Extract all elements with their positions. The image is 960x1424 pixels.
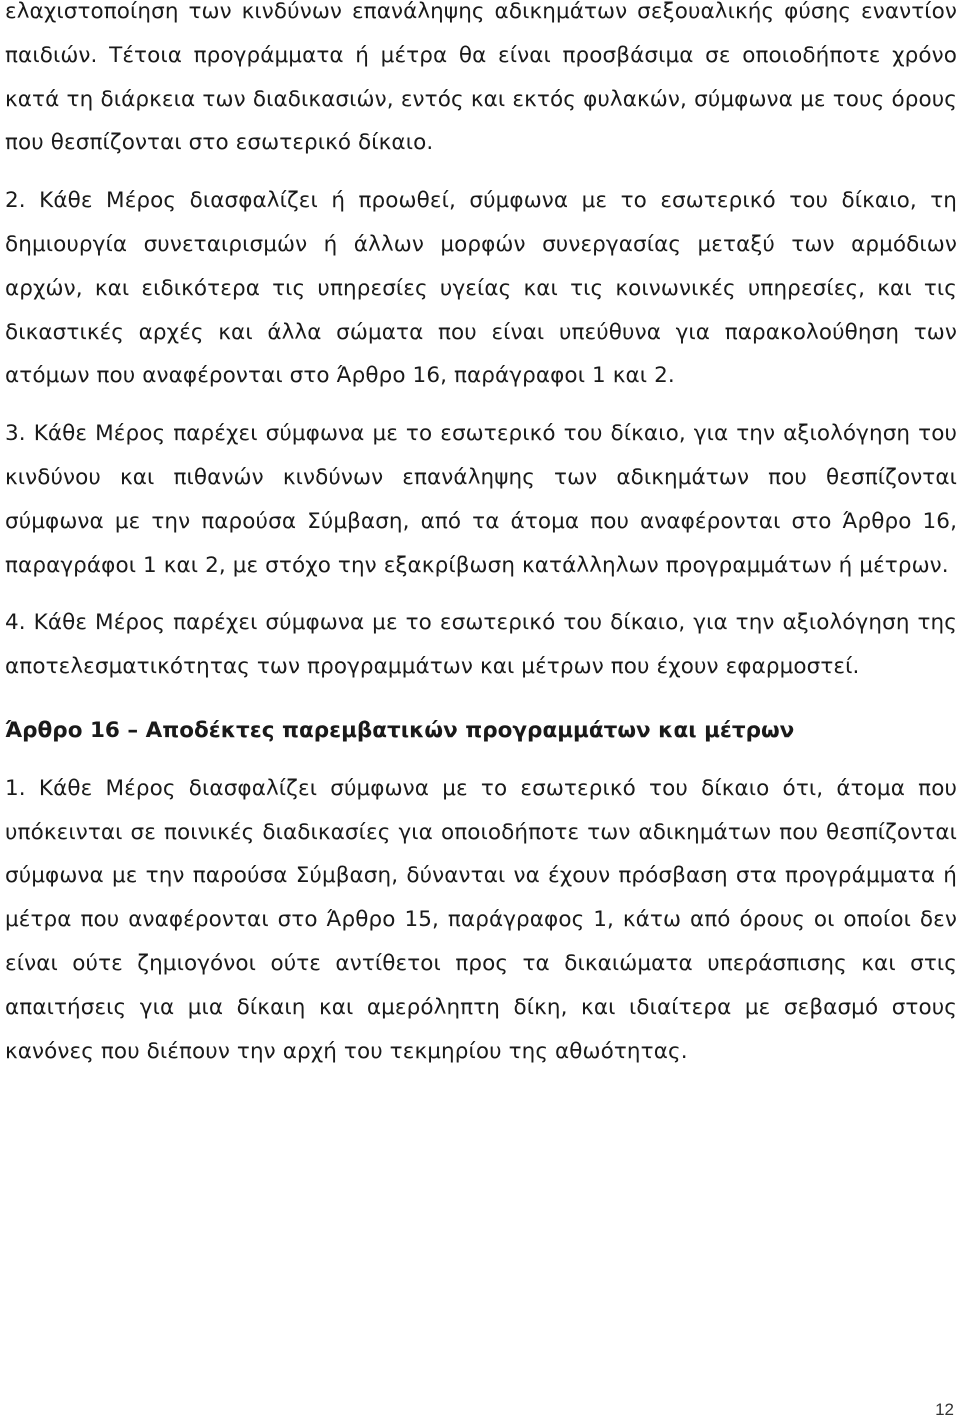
paragraph-continuation: ελαχιστοποίηση των κινδύνων επανάληψης αδικημάτων σεξουαλικής φύσης εναντίον παιδιών. Τέτοια προγράμματα ή μέτρα θα είναι προσβάσιμα σε οποιοδήποτε χρόνο κατά τη διάρκεια των διαδικασιών, εντός και εκτός φυλακών, σύμφωνα με τους όρους που θεσπίζονται στο εσωτερικό δίκαιο. [5, 0, 957, 156]
page-number: 12 [935, 1400, 954, 1419]
paragraph-4: 4. Κάθε Μέρος παρέχει σύμφωνα με το εσωτερικό του δίκαιο, για την αξιολόγηση της αποτελεσματικότητας των προγραμμάτων και μέτρων που έχουν εφαρμοστεί. [5, 610, 957, 680]
article-heading: Άρθρο 16 – Αποδέκτες παρεμβατικών προγραμμάτων και μέτρων [5, 717, 795, 743]
document-page [5, 0, 957, 1073]
paragraph-3: 3. Κάθε Μέρος παρέχει σύμφωνα με το εσωτερικό του δίκαιο, για την αξιολόγηση του κινδύνου και πιθανών κινδύνων επανάληψης των αδικημάτων που θεσπίζονται σύμφωνα με την παρούσα Σύμβαση, από τα άτομα που αναφέρονται στο Άρθρο 16, παραγράφοι 1 και 2, με στόχο την εξακρίβωση κατάλληλων προγραμμάτων ή μέτρων. [5, 421, 957, 578]
paragraph-2: 2. Κάθε Μέρος διασφαλίζει ή προωθεί, σύμφωνα με το εσωτερικό του δίκαιο, τη δημιουργία συνεταιρισμών ή άλλων μορφών συνεργασίας μεταξύ των αρμόδιων αρχών, και ειδικότερα τις υπηρεσίες υγείας και τις κοινωνικές υπηρεσίες, και τις δικαστικές αρχές και άλλα σώματα που είναι υπεύθυνα για παρακολούθηση των ατόμων που αναφέρονται στο Άρθρο 16, παράγραφοι 1 και 2. [5, 188, 957, 389]
article-16-paragraph-1: 1. Κάθε Μέρος διασφαλίζει σύμφωνα με το εσωτερικό του δίκαιο ότι, άτομα που υπόκεινται σε ποινικές διαδικασίες για οποιοδήποτε των αδικημάτων που θεσπίζονται σύμφωνα με την παρούσα Σύμβαση, δύνανται να έχουν πρόσβαση στα προγράμματα ή μέτρα που αναφέρονται στο Άρθρο 15, παράγραφος 1, κάτω από όρους οι οποίοι δεν είναι ούτε ζημιογόνοι ούτε αντίθετοι προς τα δικαιώματα υπεράσπισης και στις απαιτήσεις για μια δίκαιη και αμερόληπτη δίκη, και ιδιαίτερα με σεβασμό στους κανόνες που διέπουν την αρχή του τεκμηρίου της αθωότητας. [5, 775, 957, 1064]
